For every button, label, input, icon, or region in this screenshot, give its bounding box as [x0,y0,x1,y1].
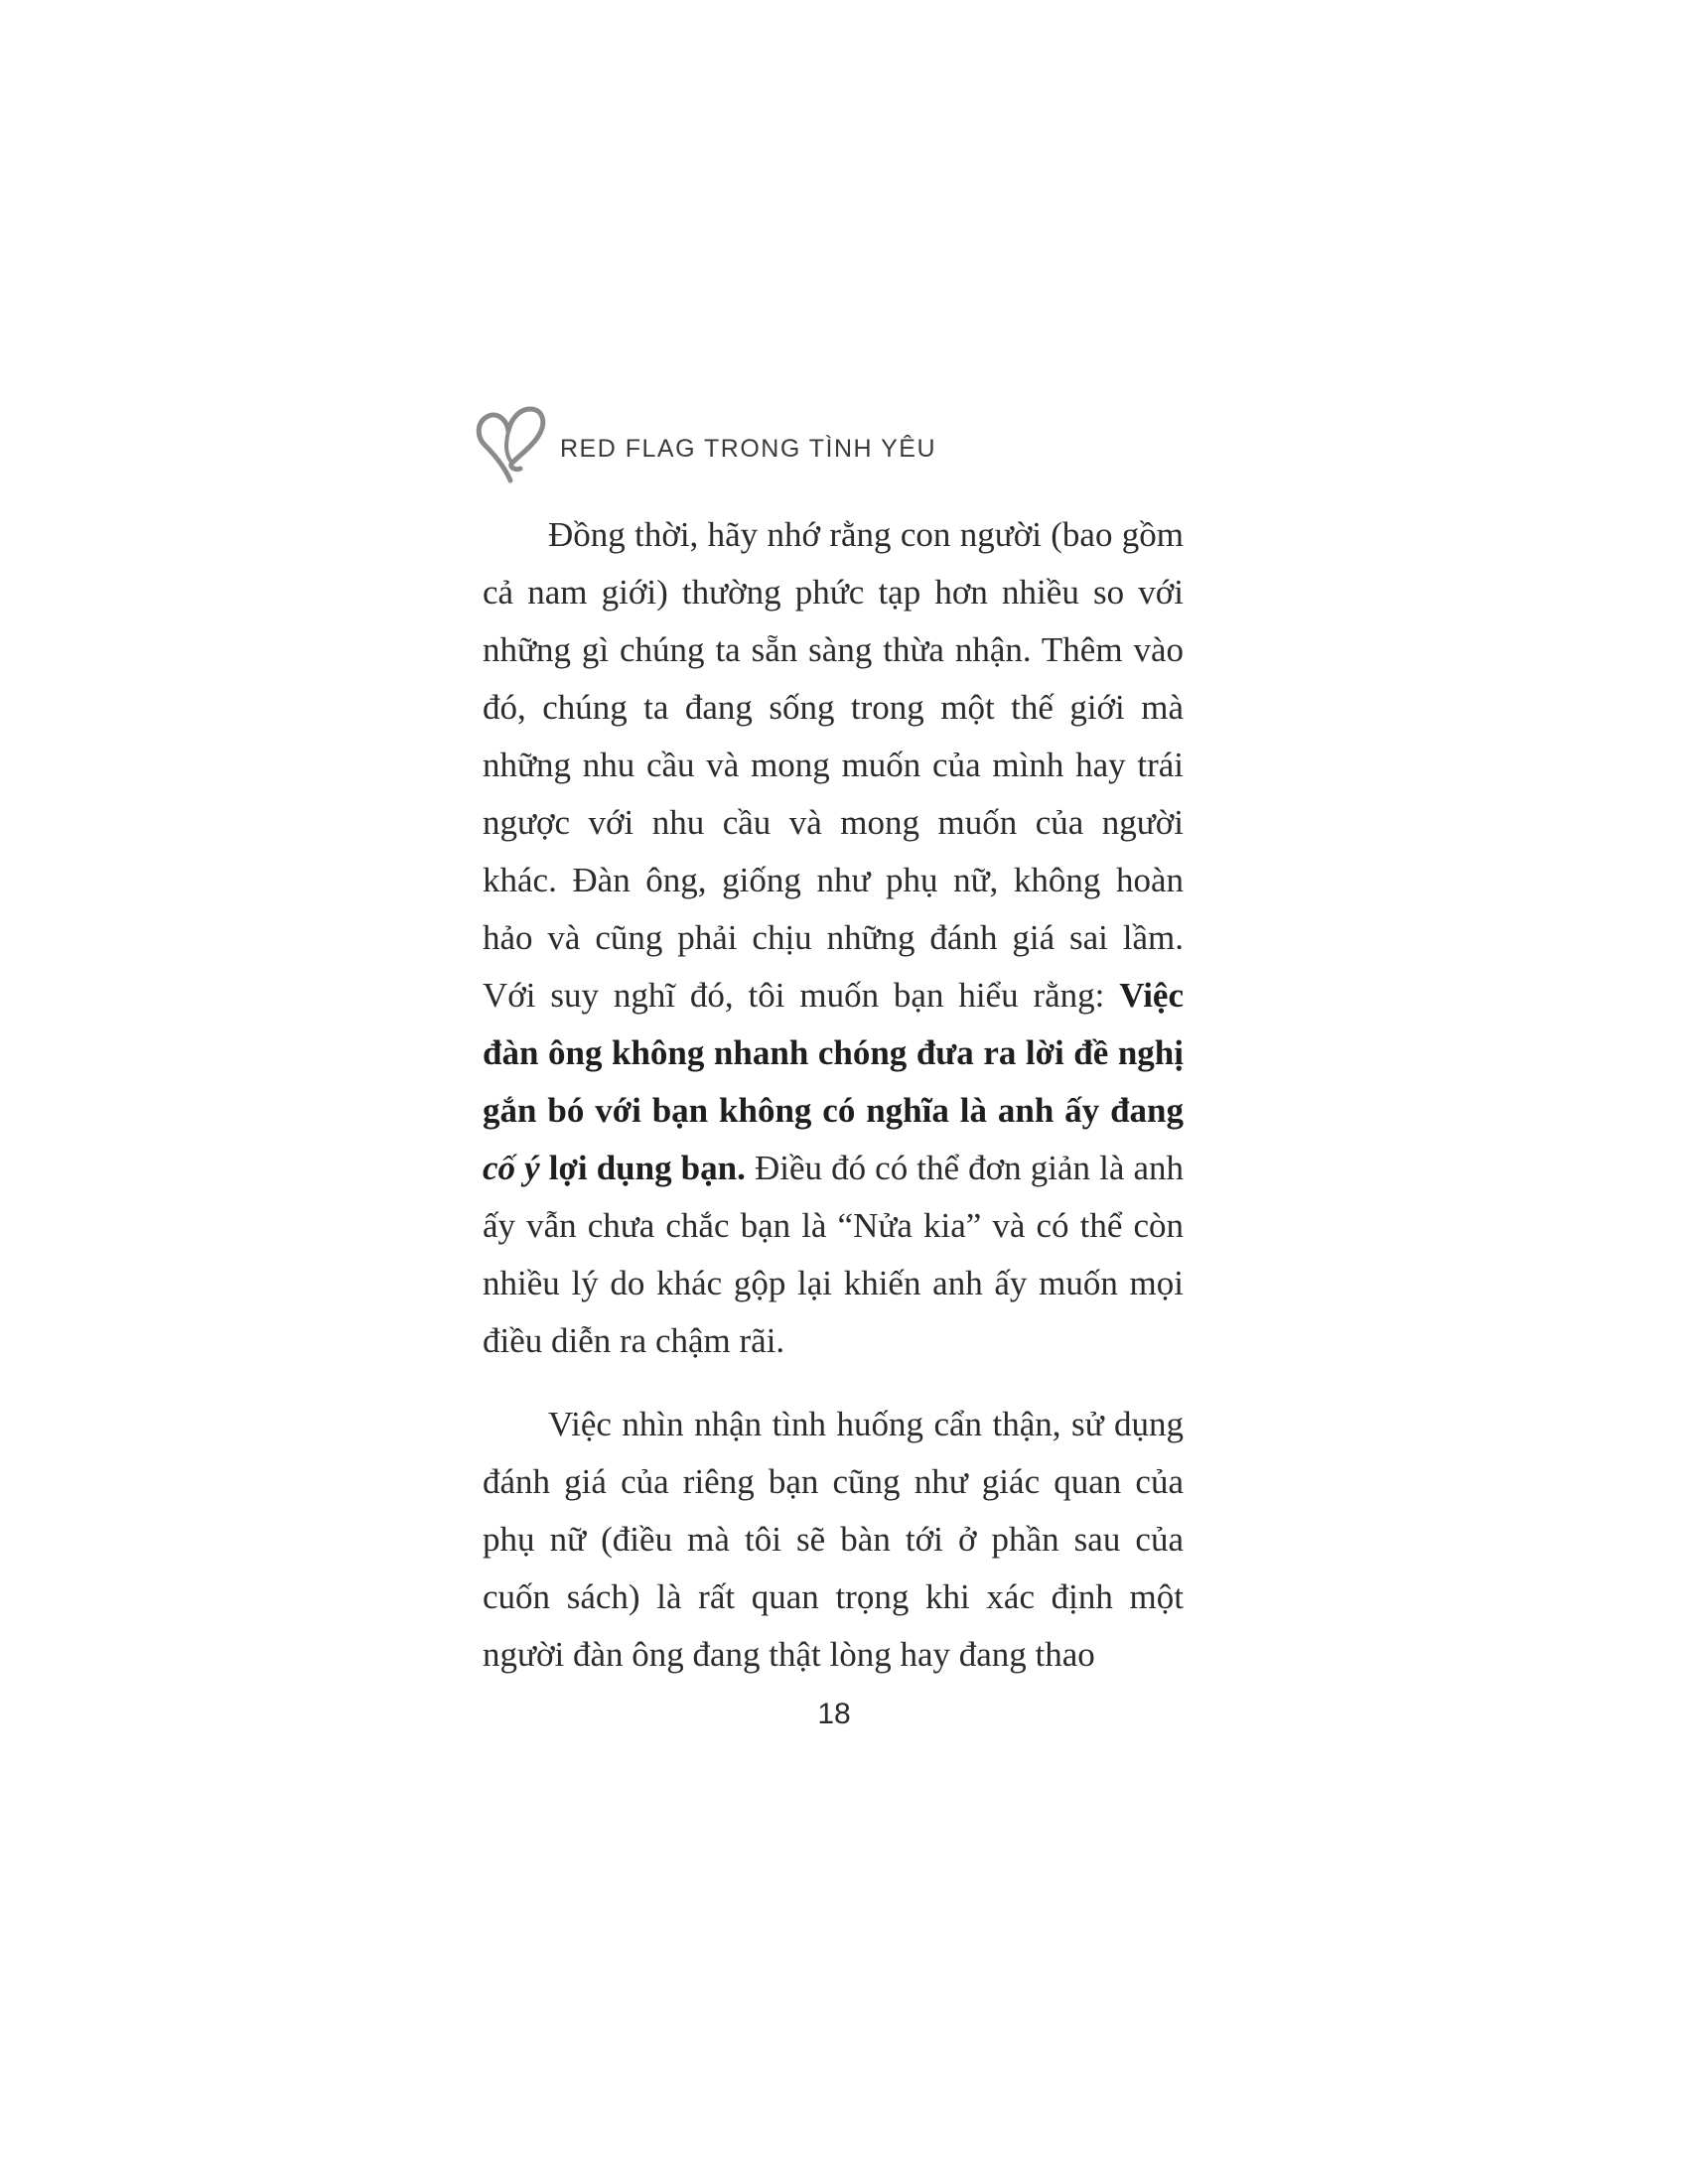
running-header [475,405,1229,484]
emphasis-bold-text: Việc đàn ông không nhanh chóng đưa ra lời đề nghị gắn bó với bạn không có nghĩa là anh ấy đang [483,976,1184,1130]
paragraph: Việc nhìn nhận tình huống cẩn thận, sử dụng đánh giá của riêng bạn cũng như giác quan của phụ nữ (điều mà tôi sẽ bàn tới ở phần sau của cuốn sách) là rất quan trọng khi xác định một người đàn ông đang thật lòng hay đang thao [483,1405,1184,1674]
running-header-title: RED FLAG TRONG TÌNH YÊU [560,435,937,463]
heart-ribbon-icon [475,405,558,484]
body-text [483,506,1184,1684]
paragraph-text: Điều đó có thể đơn giản là anh ấy vẫn chưa chắc bạn là “Nửa kia” và có thể còn nhiều lý do khác gộp lại khiến anh ấy muốn mọi điều diễn ra chậm rãi. [483,1149,1184,1360]
paragraph-text: Đồng thời, hãy nhớ rằng con người (bao gồm cả nam giới) thường phức tạp hơn nhiều so với những gì chúng ta sẵn sàng thừa nhận. Thêm vào đó, chúng ta đang sống trong một thế giới mà những nhu cầu và mong muốn của mình hay trái ngược với nhu cầu và mong muốn của người khác. Đàn ông, giống như phụ nữ, không hoàn hảo và cũng phải chịu những đánh giá sai lầm. Với suy nghĩ đó, tôi muốn bạn hiểu rằng: [483,515,1184,1015]
paragraph [483,506,1184,1370]
page-number: 18 [817,1698,851,1730]
emphasis-bold-text: lợi dụng bạn. [539,1149,746,1187]
emphasis-bold-italic-text: cố ý [483,1149,540,1187]
